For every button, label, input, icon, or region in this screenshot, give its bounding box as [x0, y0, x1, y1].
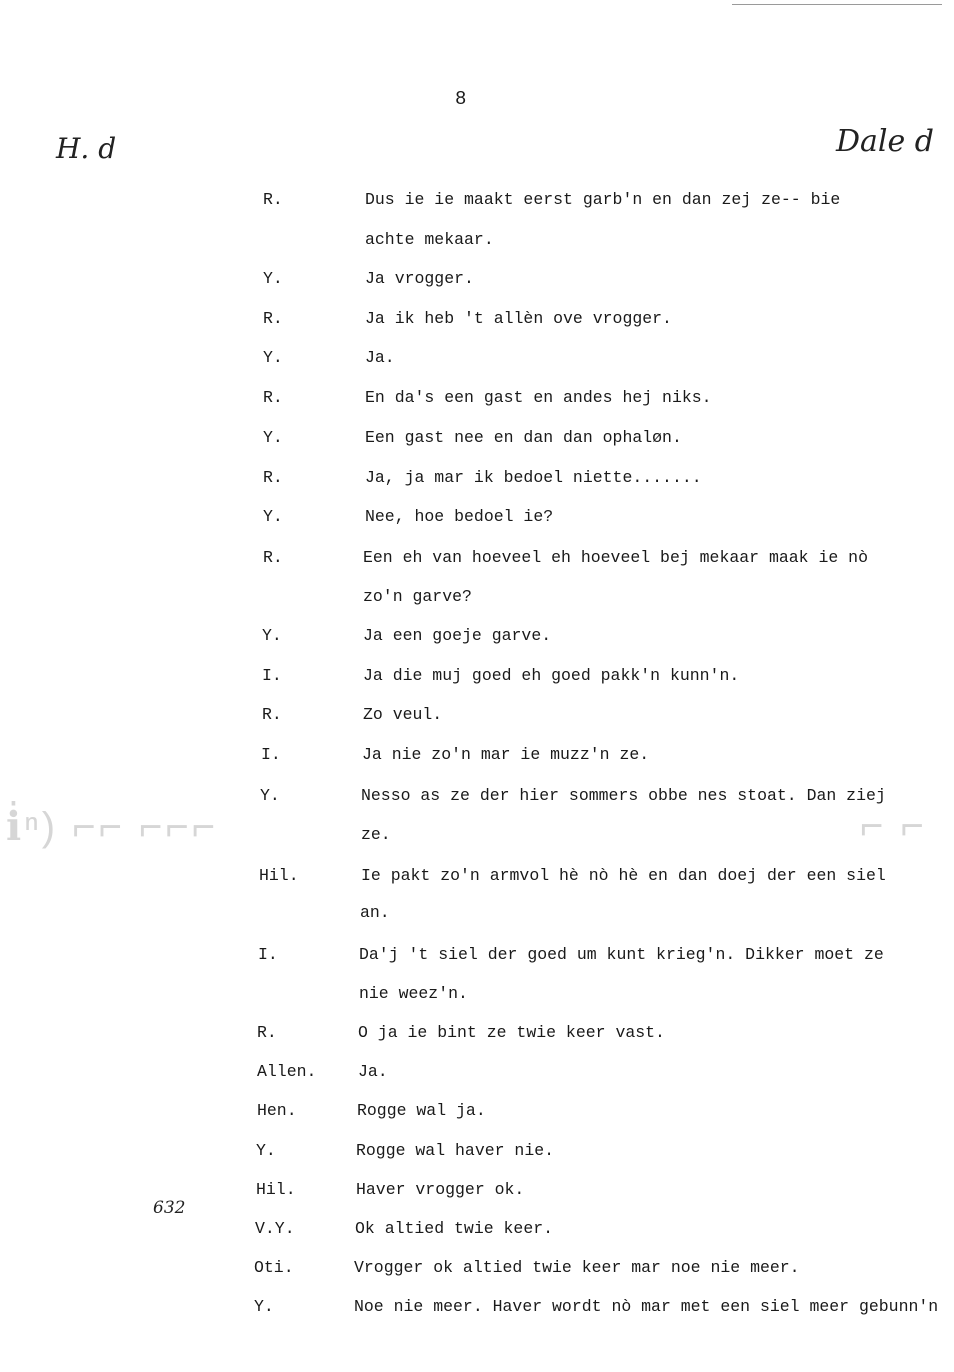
speaker-label: Oti. [254, 1258, 294, 1277]
transcript-line [0, 507, 954, 527]
speaker-label: I. [261, 745, 281, 764]
margin-note: 632 [153, 1198, 186, 1218]
transcript-line [0, 866, 954, 886]
transcript-line [0, 984, 954, 1004]
transcript-line [0, 428, 954, 448]
line-text: Haver vrogger ok. [356, 1180, 525, 1199]
line-text: Da'j 't siel der goed um kunt krieg'n. Dikker moet ze [359, 945, 884, 964]
transcript-line [0, 269, 954, 289]
speaker-label: Y. [263, 428, 283, 447]
transcript-line [0, 1062, 954, 1082]
line-text: Ok altied twie keer. [355, 1219, 554, 1238]
line-text: Nesso as ze der hier sommers obbe nes stoat. Dan ziej [361, 786, 886, 805]
speaker-label: R. [262, 705, 282, 724]
bleed-through-text-left: ℹ̇ⁿ) ⌐⌐ ⌐⌐⌐ [6, 805, 219, 849]
transcript-line [0, 587, 954, 607]
speaker-label: Y. [263, 507, 283, 526]
line-text: Vrogger ok altied twie keer mar noe nie meer. [354, 1258, 800, 1277]
line-text: Ja vrogger. [365, 269, 474, 288]
line-text: Ie pakt zo'n armvol hè nò hè en dan doej der een siel [361, 866, 886, 885]
line-text: an. [360, 903, 390, 922]
transcript-line [0, 1180, 954, 1200]
line-text: Rogge wal ja. [357, 1101, 486, 1120]
speaker-label: Allen. [257, 1062, 317, 1081]
line-text: Ja een goeje garve. [363, 626, 552, 645]
transcript-line [0, 1023, 954, 1043]
transcript-line [0, 548, 954, 568]
line-text: O ja ie bint ze twie keer vast. [358, 1023, 665, 1042]
transcript-line [0, 1101, 954, 1121]
transcript-line [0, 945, 954, 965]
transcript-line [0, 825, 954, 845]
handwritten-annotation-left: H. d [56, 132, 117, 165]
transcript-line [0, 309, 954, 329]
line-text: nie weez'n. [359, 984, 468, 1003]
handwritten-annotation-right: Dale d [835, 124, 934, 159]
speaker-label: R. [263, 548, 283, 567]
transcript-line [0, 388, 954, 408]
transcript-line [0, 786, 954, 806]
line-text: Een eh van hoeveel eh hoeveel bej mekaar maak ie nò [363, 548, 868, 567]
speaker-label: Hil. [256, 1180, 296, 1199]
transcript-line [0, 348, 954, 368]
transcript-line [0, 666, 954, 686]
speaker-label: Y. [262, 626, 282, 645]
line-text: Noe nie meer. Haver wordt nò mar met een siel meer gebunn'n [354, 1297, 939, 1316]
speaker-label: I. [258, 945, 278, 964]
page-number: 8 [455, 88, 467, 110]
speaker-label: R. [257, 1023, 277, 1042]
line-text: Ja ik heb 't allèn ove vrogger. [365, 309, 672, 328]
line-text: Rogge wal haver nie. [356, 1141, 555, 1160]
transcript-line [0, 626, 954, 646]
speaker-label: Y. [254, 1297, 274, 1316]
speaker-label: R. [263, 309, 283, 328]
line-text: Ja, ja mar ik bedoel niette....... [365, 468, 702, 487]
bleed-through-text-right: ⌐ ⌐ [860, 804, 927, 848]
transcript-line [0, 468, 954, 488]
speaker-label: R. [263, 190, 283, 209]
line-text: En da's een gast en andes hej niks. [365, 388, 712, 407]
line-text: achte mekaar. [365, 230, 494, 249]
line-text: Dus ie ie maakt eerst garb'n en dan zej ze-- bie [365, 190, 841, 209]
line-text: Ja die muj goed eh goed pakk'n kunn'n. [363, 666, 740, 685]
line-text: Ja. [358, 1062, 388, 1081]
line-text: Een gast nee en dan dan ophaløn. [365, 428, 682, 447]
line-text: Zo veul. [363, 705, 443, 724]
speaker-label: R. [263, 468, 283, 487]
transcript-line [0, 903, 954, 923]
line-text: Ja. [365, 348, 395, 367]
line-text: Ja nie zo'n mar ie muzz'n ze. [362, 745, 650, 764]
speaker-label: Y. [260, 786, 280, 805]
transcript-line [0, 1297, 954, 1317]
transcript-line [0, 1219, 954, 1239]
speaker-label: Hen. [257, 1101, 297, 1120]
line-text: Nee, hoe bedoel ie? [365, 507, 554, 526]
top-rule [732, 4, 942, 5]
speaker-label: Y. [263, 348, 283, 367]
speaker-label: Hil. [259, 866, 299, 885]
transcript-line [0, 705, 954, 725]
transcript-line [0, 1141, 954, 1161]
speaker-label: V.Y. [255, 1219, 295, 1238]
transcript-line [0, 190, 954, 210]
transcript-line [0, 1258, 954, 1278]
transcript-line [0, 230, 954, 250]
speaker-label: R. [263, 388, 283, 407]
line-text: ze. [361, 825, 391, 844]
transcript-line [0, 745, 954, 765]
speaker-label: Y. [263, 269, 283, 288]
speaker-label: Y. [256, 1141, 276, 1160]
line-text: zo'n garve? [363, 587, 472, 606]
speaker-label: I. [262, 666, 282, 685]
